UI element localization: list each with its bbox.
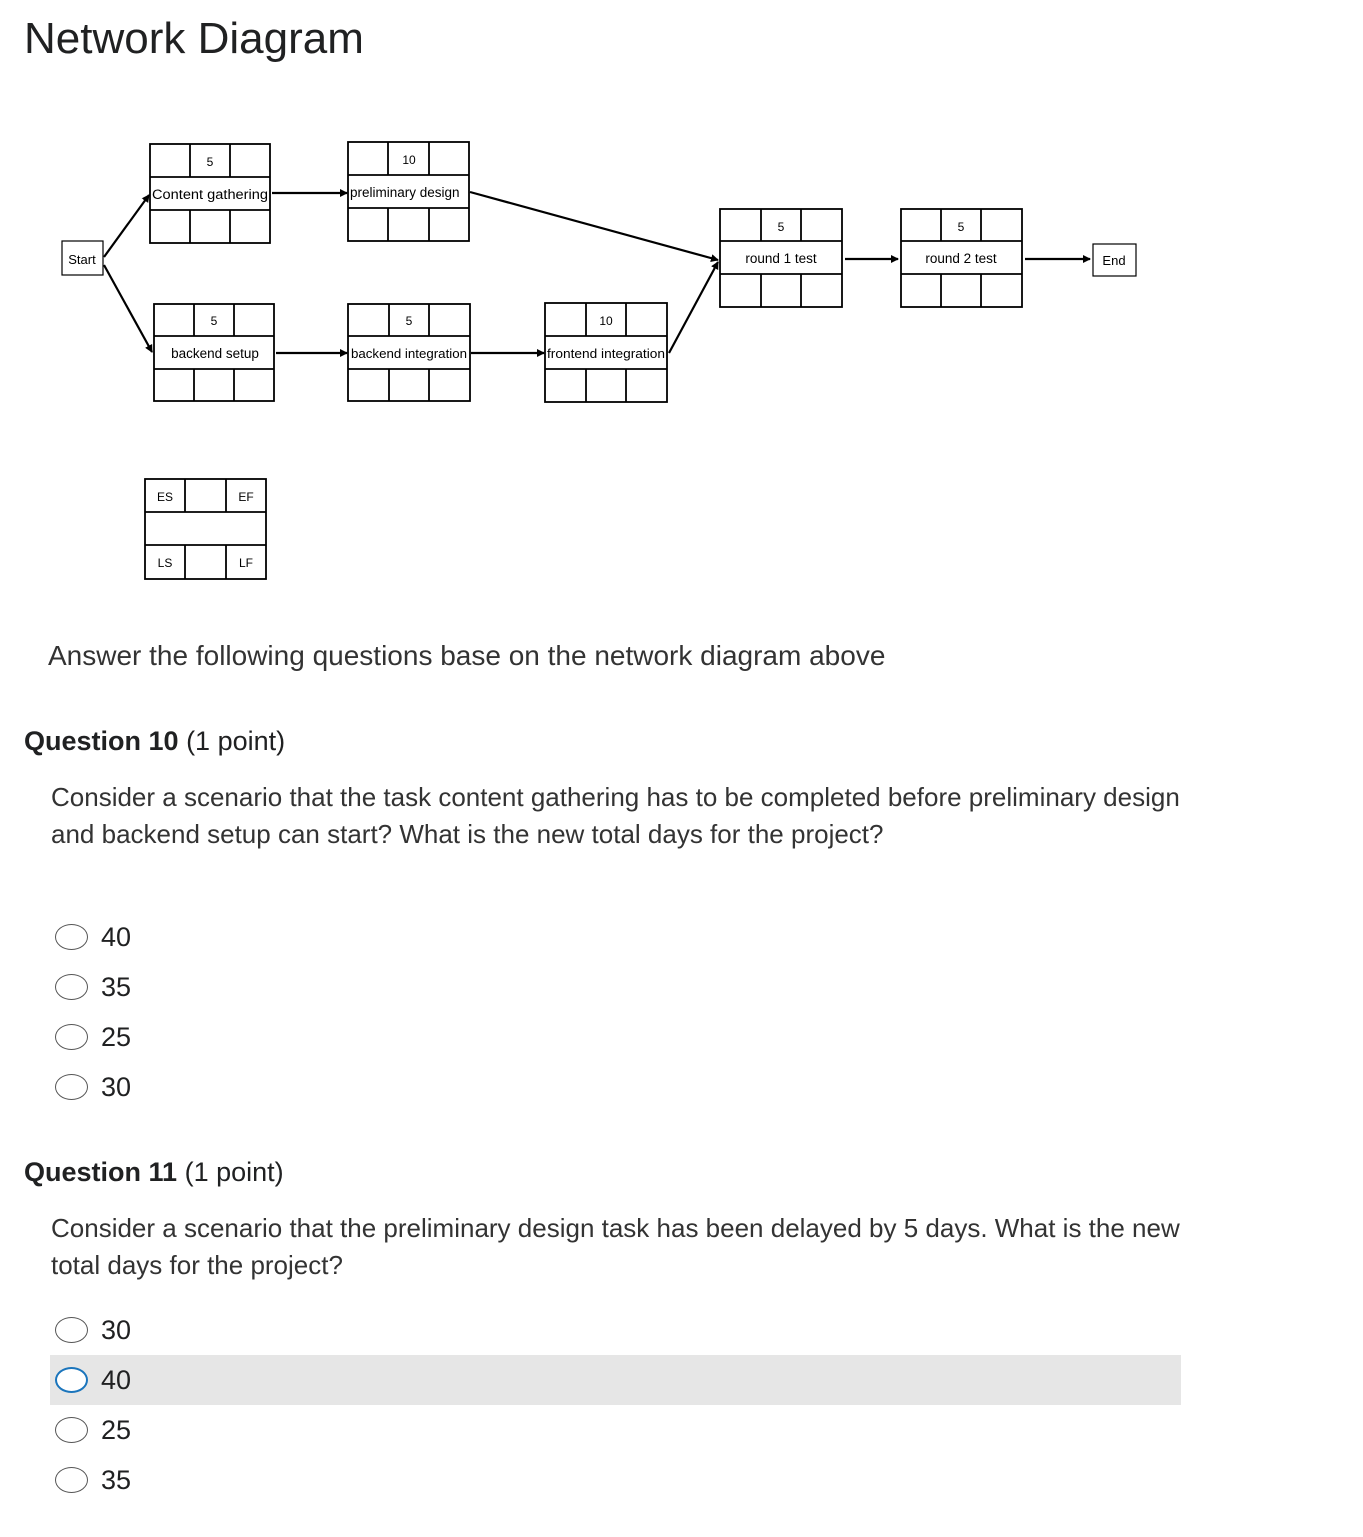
- option-label: 30: [101, 1314, 132, 1345]
- answer-option[interactable]: [50, 1355, 1181, 1405]
- question-points: (1 point): [184, 1157, 284, 1187]
- question-number: Question 10: [24, 726, 179, 756]
- option-label: 40: [101, 1364, 132, 1395]
- arrow-start-backend: [104, 265, 152, 352]
- radio-button[interactable]: [55, 1367, 88, 1393]
- option-label: 25: [101, 1021, 132, 1052]
- question-11: [24, 1157, 1224, 1284]
- option-label: 30: [101, 1071, 132, 1102]
- arrow-prelim-round1: [470, 192, 718, 260]
- answer-option[interactable]: [50, 912, 1181, 962]
- legend-es: ES: [156, 490, 174, 504]
- question-10: [24, 726, 1224, 853]
- radio-button[interactable]: [55, 1417, 88, 1443]
- task-duration: 5: [957, 220, 965, 234]
- answer-option[interactable]: [50, 1405, 1181, 1455]
- question-header: [24, 726, 1224, 757]
- task-name: preliminary design: [350, 185, 460, 200]
- task-duration: 10: [599, 314, 613, 328]
- task-duration: 5: [777, 220, 785, 234]
- instructions-text: Answer the following questions base on the network diagram above: [48, 640, 886, 671]
- start-node: [62, 241, 103, 275]
- question-text: Consider a scenario that the preliminary design task has been delayed by 5 days. What is the new total days for the project?: [51, 1213, 1180, 1280]
- radio-button[interactable]: [55, 974, 88, 1000]
- arrow-start-content: [104, 195, 149, 257]
- option-label: 25: [101, 1414, 132, 1445]
- answer-option[interactable]: [50, 1062, 1181, 1112]
- question-number: Question 11: [24, 1157, 178, 1187]
- task-duration: 5: [206, 155, 214, 169]
- radio-button[interactable]: [55, 1024, 88, 1050]
- task-name: Content gathering: [152, 187, 268, 202]
- end-label: End: [1102, 253, 1126, 268]
- task-name: round 2 test: [925, 251, 997, 266]
- answer-option[interactable]: [50, 962, 1181, 1012]
- arrow-frontendint-round1: [669, 262, 718, 353]
- legend-ef: EF: [238, 490, 254, 504]
- task-duration: 5: [405, 314, 413, 328]
- network-diagram: [0, 120, 1363, 590]
- option-label: 35: [101, 971, 132, 1002]
- task-name: backend integration: [351, 347, 468, 361]
- legend-lf: LF: [238, 556, 254, 570]
- legend-ls: LS: [157, 556, 173, 570]
- question-10-options: [50, 912, 1181, 1112]
- option-label: 35: [101, 1464, 132, 1495]
- question-header: [24, 1157, 1224, 1188]
- task-duration: 10: [402, 153, 416, 167]
- task-name: round 1 test: [745, 251, 817, 266]
- option-label: 40: [101, 921, 132, 952]
- end-node: [1093, 244, 1136, 276]
- question-11-options: [50, 1305, 1181, 1505]
- answer-option[interactable]: [50, 1305, 1181, 1355]
- start-label: Start: [68, 252, 96, 267]
- radio-button[interactable]: [55, 924, 88, 950]
- answer-option[interactable]: [50, 1012, 1181, 1062]
- task-name: frontend integration: [547, 347, 666, 361]
- page-title: Network Diagram: [24, 14, 364, 63]
- radio-button[interactable]: [55, 1074, 88, 1100]
- answer-option[interactable]: [50, 1455, 1181, 1505]
- radio-button[interactable]: [55, 1467, 88, 1493]
- question-points: (1 point): [186, 726, 286, 756]
- task-name: backend setup: [171, 346, 259, 361]
- task-duration: 5: [210, 314, 218, 328]
- question-text: Consider a scenario that the task content gathering has to be completed before preliminary design and backend setup can start? What is the new total days for the project?: [51, 782, 1180, 849]
- radio-button[interactable]: [55, 1317, 88, 1343]
